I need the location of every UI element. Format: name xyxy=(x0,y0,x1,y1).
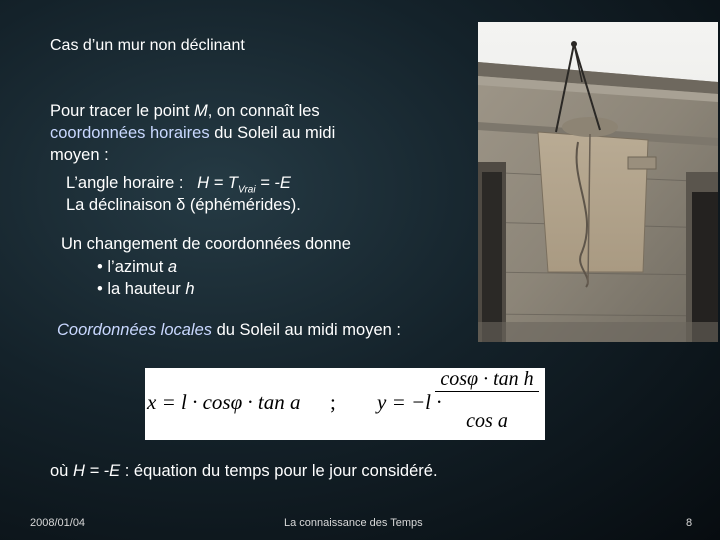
sundial-photo-drawing xyxy=(478,22,718,342)
azimuth-var: a xyxy=(167,258,178,276)
height-label: • la hauteur xyxy=(97,280,186,298)
note-pre: où xyxy=(50,462,73,480)
hour-angle-formula: H = T xyxy=(197,174,238,192)
note-var: H = -E xyxy=(72,462,121,480)
footer-title: La connaissance des Temps xyxy=(284,517,423,529)
vrai-subscript: Vrai xyxy=(237,184,256,196)
hour-coordinates-link: coordonnées horaires xyxy=(50,124,210,142)
azimuth-label: • l’azimut xyxy=(97,258,168,276)
equation-y-denominator: cos a xyxy=(466,410,508,432)
local-coordinates-rest: du Soleil au midi moyen : xyxy=(212,321,401,339)
local-coordinates-link: Coordonnées locales xyxy=(57,321,213,339)
equation-separator: ; xyxy=(330,390,336,414)
footer-date: 2008/01/04 xyxy=(30,517,86,529)
slide-title: Cas d’un mur non déclinant xyxy=(50,37,245,54)
intro-text-1: Pour tracer le point xyxy=(50,102,194,120)
hour-angle-rest: = -E xyxy=(255,174,291,192)
equation-x: x = l · cosφ · tan a xyxy=(147,390,301,414)
point-m: M xyxy=(194,102,208,120)
change-intro: Un changement de coordonnées donne xyxy=(61,235,351,253)
sundial-photo xyxy=(478,22,718,342)
bullet-height xyxy=(97,280,195,299)
equation-note xyxy=(50,462,438,481)
equation-box xyxy=(145,368,545,440)
hour-angle-label: L’angle horaire : xyxy=(66,174,198,192)
bullet-azimuth xyxy=(97,258,177,277)
equation-y-numerator: cosφ · tan h xyxy=(435,368,539,392)
local-coordinates-line xyxy=(57,321,401,340)
hour-angle-line xyxy=(66,174,291,195)
intro-text-2: , on connaît les xyxy=(207,102,320,120)
intro-text-3: du Soleil au midi moyen : xyxy=(50,124,336,164)
declination-line: La déclinaison δ (éphémérides). xyxy=(66,196,301,214)
height-var: h xyxy=(185,280,195,298)
page-number: 8 xyxy=(686,517,693,529)
equation-y-lhs: y = −l · xyxy=(377,390,442,414)
note-post: : équation du temps pour le jour considéré. xyxy=(120,462,438,480)
intro-paragraph xyxy=(50,100,380,166)
